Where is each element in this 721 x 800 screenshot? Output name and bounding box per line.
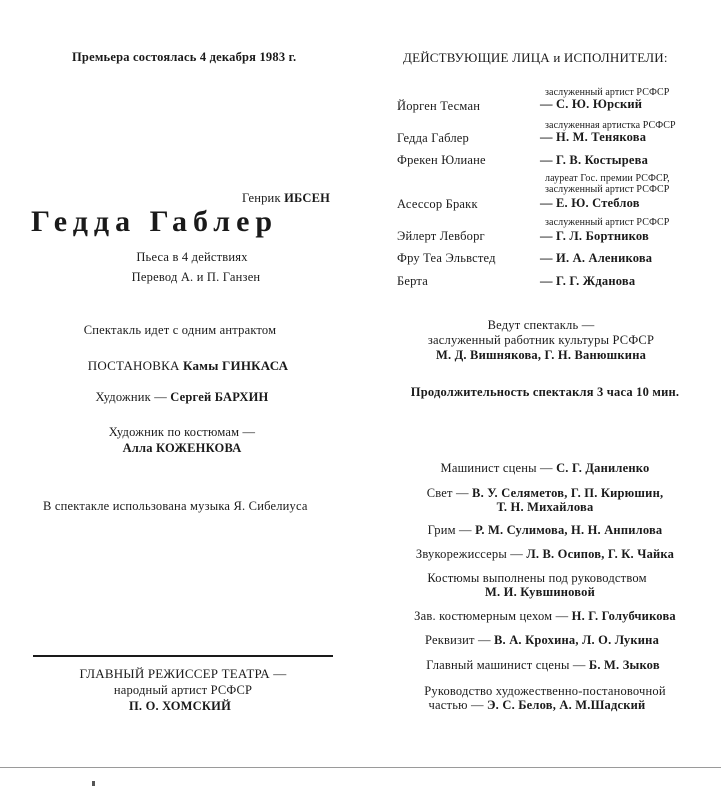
- divider-line: [33, 655, 333, 657]
- cast-actor: — Е. Ю. Стеблов: [540, 196, 640, 210]
- crew-names: Р. М. Сулимова, Н. Н. Анпилова: [475, 523, 663, 537]
- page-bottom-edge: [0, 767, 721, 768]
- cast-actor: — С. Ю. Юрский: [540, 97, 643, 111]
- cast-title: заслуженная артистка РСФСР: [545, 120, 676, 131]
- cast-role: Эйлерт Левборг: [397, 229, 485, 243]
- cast-actor: — Г. Г. Жданова: [540, 274, 636, 288]
- production-surname: ГИНКАСА: [222, 358, 289, 373]
- artist-credit: [96, 390, 269, 405]
- crew-line: [416, 547, 674, 562]
- production-credit: [88, 358, 288, 374]
- production-label: ПОСТАНОВКА: [87, 358, 180, 373]
- crew-names: Б. М. Зыков: [588, 658, 660, 672]
- crew-label: Реквизит —: [424, 633, 491, 647]
- author-last-name: ИБСЕН: [284, 191, 331, 205]
- cast-role: Фрекен Юлиане: [397, 153, 486, 167]
- stage-managers-names: М. Д. Вишнякова, Г. Н. Ванюшкина: [435, 348, 647, 362]
- crew-names: В. У. Селяметов, Г. П. Кирюшин,: [472, 486, 664, 500]
- crew-names: Н. Г. Голубчикова: [571, 609, 676, 623]
- author-line: [242, 191, 330, 206]
- crew-line: [429, 698, 646, 713]
- cast-heading: ДЕЙСТВУЮЩИЕ ЛИЦА и ИСПОЛНИТЕЛИ:: [403, 50, 668, 65]
- chief-director-rank: народный артист РСФСР: [113, 683, 253, 697]
- crew-line: [425, 633, 659, 648]
- chief-director-name: П. О. ХОМСКИЙ: [129, 699, 231, 713]
- art-direction-line: Руководство художественно-постановочной: [424, 684, 666, 698]
- crew-label: Главный машинист сцены —: [426, 658, 586, 672]
- scan-speck: [92, 781, 95, 786]
- cast-actor: — Г. В. Костырева: [540, 153, 649, 167]
- cast-title: заслуженный артист РСФСР: [545, 87, 670, 98]
- cast-role: Йорген Тесман: [397, 99, 481, 113]
- crew-label: Машинист сцены —: [440, 461, 553, 475]
- intermission-note: Спектакль идет с одним антрактом: [83, 323, 277, 337]
- costumes-line: Костюмы выполнены под руководством: [427, 571, 647, 585]
- cast-title-line-2: заслуженный артист РСФСР: [545, 184, 670, 195]
- crew-names: Э. С. Белов, А. М.Шадский: [487, 698, 646, 712]
- costume-label: Художник по костюмам —: [108, 425, 256, 439]
- cast-role: Берта: [397, 274, 428, 288]
- crew-label: Свет —: [426, 486, 469, 500]
- artist-name: Сергей БАРХИН: [170, 390, 269, 404]
- crew-label: частью —: [428, 698, 484, 712]
- cast-title: лауреат Гос. премии РСФСР,: [545, 173, 670, 184]
- play-title: Гедда Габлер: [31, 205, 279, 238]
- cast-title: заслуженный артист РСФСР: [545, 217, 670, 228]
- crew-line: [427, 486, 664, 501]
- cast-role: Гедда Габлер: [397, 131, 469, 145]
- crew-label: Зав. костюмерным цехом —: [414, 609, 569, 623]
- artist-label: Художник —: [95, 390, 167, 404]
- stage-managers-rank: заслуженный работник культуры РСФСР: [427, 333, 655, 347]
- cast-actor: — И. А. Аленикова: [540, 251, 653, 265]
- production-name: Камы: [183, 358, 219, 373]
- chief-director-title: ГЛАВНЫЙ РЕЖИССЕР ТЕАТРА —: [79, 666, 287, 681]
- crew-names: В. А. Крохина, Л. О. Лукина: [494, 633, 660, 647]
- play-subtitle: Пьеса в 4 действиях: [136, 250, 248, 264]
- cast-role: Фру Теа Эльвстед: [397, 251, 496, 265]
- author-first-name: Генрик: [242, 191, 281, 205]
- crew-line: [426, 658, 660, 673]
- crew-label: Звукорежиссеры —: [415, 547, 523, 561]
- crew-names: Л. В. Осипов, Г. К. Чайка: [526, 547, 675, 561]
- cast-actor: — Н. М. Тенякова: [540, 130, 647, 144]
- crew-line: [441, 461, 650, 476]
- costumes-supervisor: М. И. Кувшиновой: [485, 585, 595, 599]
- translation-credit: Перевод А. и П. Ганзен: [131, 270, 261, 284]
- crew-line: [414, 609, 676, 624]
- performance-duration: Продолжительность спектакля 3 часа 10 мин.: [410, 385, 680, 399]
- costume-designer: Алла КОЖЕНКОВА: [122, 441, 242, 455]
- crew-names-line-2: Т. Н. Михайлова: [496, 500, 594, 514]
- premiere-date: Премьера состоялась 4 декабря 1983 г.: [72, 50, 297, 64]
- crew-names: С. Г. Даниленко: [556, 461, 650, 475]
- music-note: В спектакле использована музыка Я. Сибелиуса: [43, 499, 308, 513]
- cast-actor: — Г. Л. Бортников: [540, 229, 649, 243]
- crew-label: Грим —: [427, 523, 472, 537]
- crew-line: [428, 523, 663, 538]
- cast-role: Асессор Бракк: [397, 197, 478, 211]
- stage-managers-heading: Ведут спектакль —: [487, 318, 595, 332]
